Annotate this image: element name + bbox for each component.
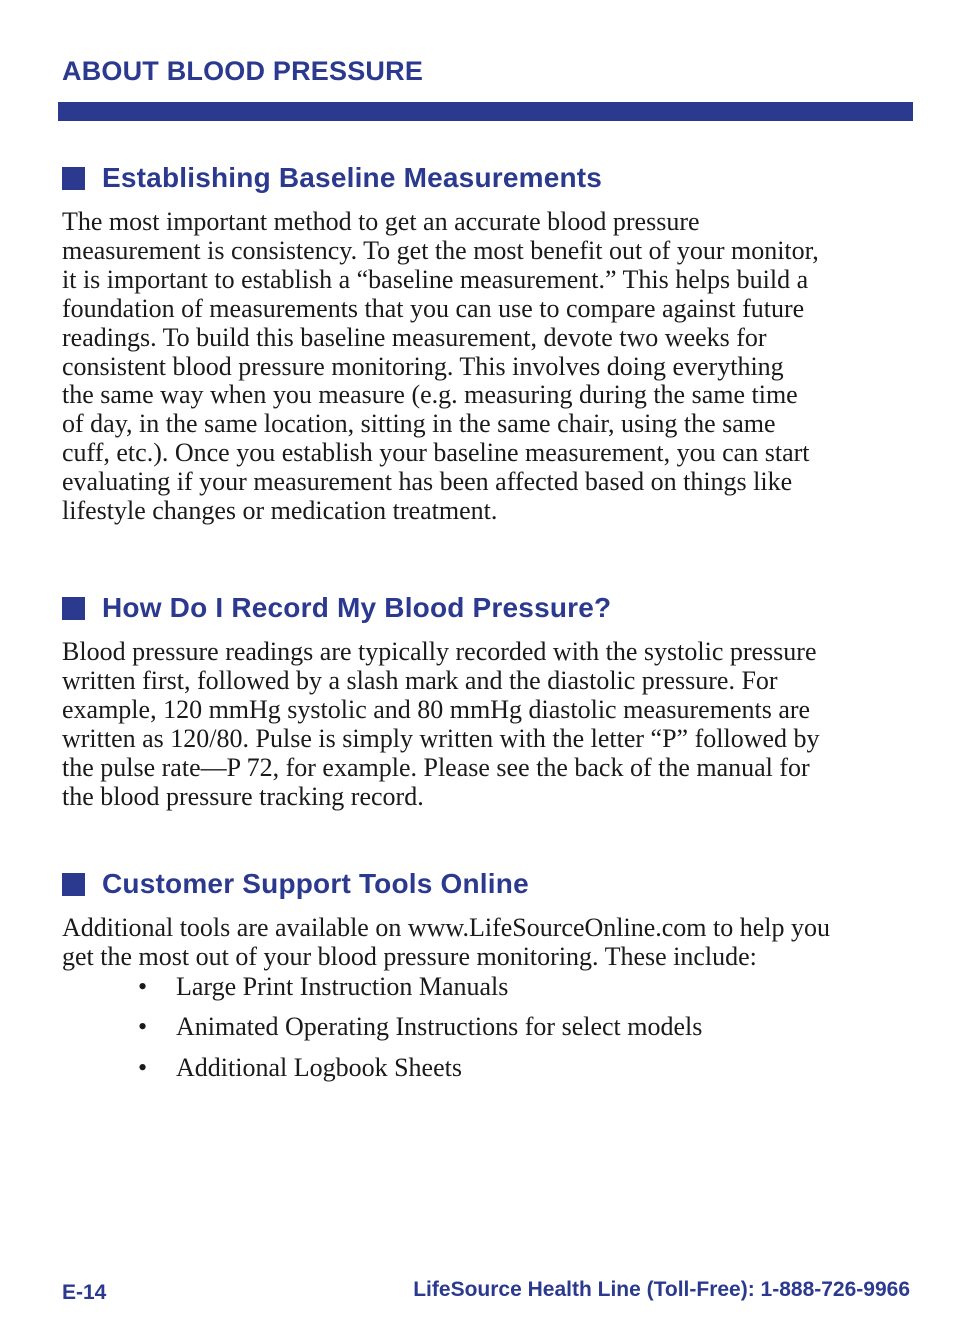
- list-item-label: Additional Logbook Sheets: [176, 1052, 462, 1082]
- header-divider: [58, 102, 913, 121]
- section-support: [62, 866, 902, 1093]
- section-body: The most important method to get an accurate blood pressure measurement is consistency. To get the most benefit out of your monitor, it is important to establish a “baseline measurement.” This helps build a foundation of measurements that you can use to compare against future readings. To build this baseline measurement, devote two weeks for consistent blood pressure monitoring. This involves doing everything the same way when you measure (e.g. measuring during the same time of day, in the same location, sitting in the same chair, using the same cuff, etc.). Once you establish your baseline measurement, you can start evaluating if your measurement has been affected based on things like lifestyle changes or medication treatment.: [62, 207, 819, 526]
- list-item-label: Large Print Instruction Manuals: [176, 971, 509, 1001]
- square-bullet-icon: [62, 873, 85, 896]
- list-item: [62, 1012, 902, 1041]
- section-heading: [62, 590, 902, 626]
- list-item: [62, 1053, 902, 1082]
- page-title: ABOUT BLOOD PRESSURE: [62, 56, 424, 86]
- section-heading: [62, 160, 902, 196]
- bullet-icon: •: [138, 1012, 148, 1042]
- section-heading-text: Establishing Baseline Measurements: [102, 162, 603, 193]
- page-number: E-14: [62, 1281, 107, 1304]
- section-heading-text: Customer Support Tools Online: [102, 868, 529, 899]
- bullet-icon: •: [138, 1052, 148, 1082]
- square-bullet-icon: [62, 597, 85, 620]
- bullet-icon: •: [138, 971, 148, 1001]
- section-body: Blood pressure readings are typically recorded with the systolic pressure written first, followed by a slash mark and the diastolic pressure. For example, 120 mmHg systolic and 80 mmHg diastolic measurements are written as 120/80. Pulse is simply written with the letter “P” followed by the pulse rate—P 72, for example. Please see the back of the manual for the blood pressure tracking record.: [62, 637, 820, 811]
- section-baseline: [62, 160, 902, 526]
- helpline-text: LifeSource Health Line (Toll-Free): 1-888-726-9966: [413, 1278, 910, 1301]
- list-item: [62, 972, 902, 1001]
- section-record: [62, 590, 902, 811]
- section-body: Additional tools are available on www.LifeSourceOnline.com to help you get the most out of your blood pressure monitoring. These include:: [62, 913, 831, 971]
- square-bullet-icon: [62, 167, 85, 190]
- list-item-label: Animated Operating Instructions for select models: [176, 1012, 703, 1042]
- section-heading-text: How Do I Record My Blood Pressure?: [102, 592, 612, 623]
- section-heading: [62, 866, 902, 902]
- support-tools-list: [62, 972, 902, 1082]
